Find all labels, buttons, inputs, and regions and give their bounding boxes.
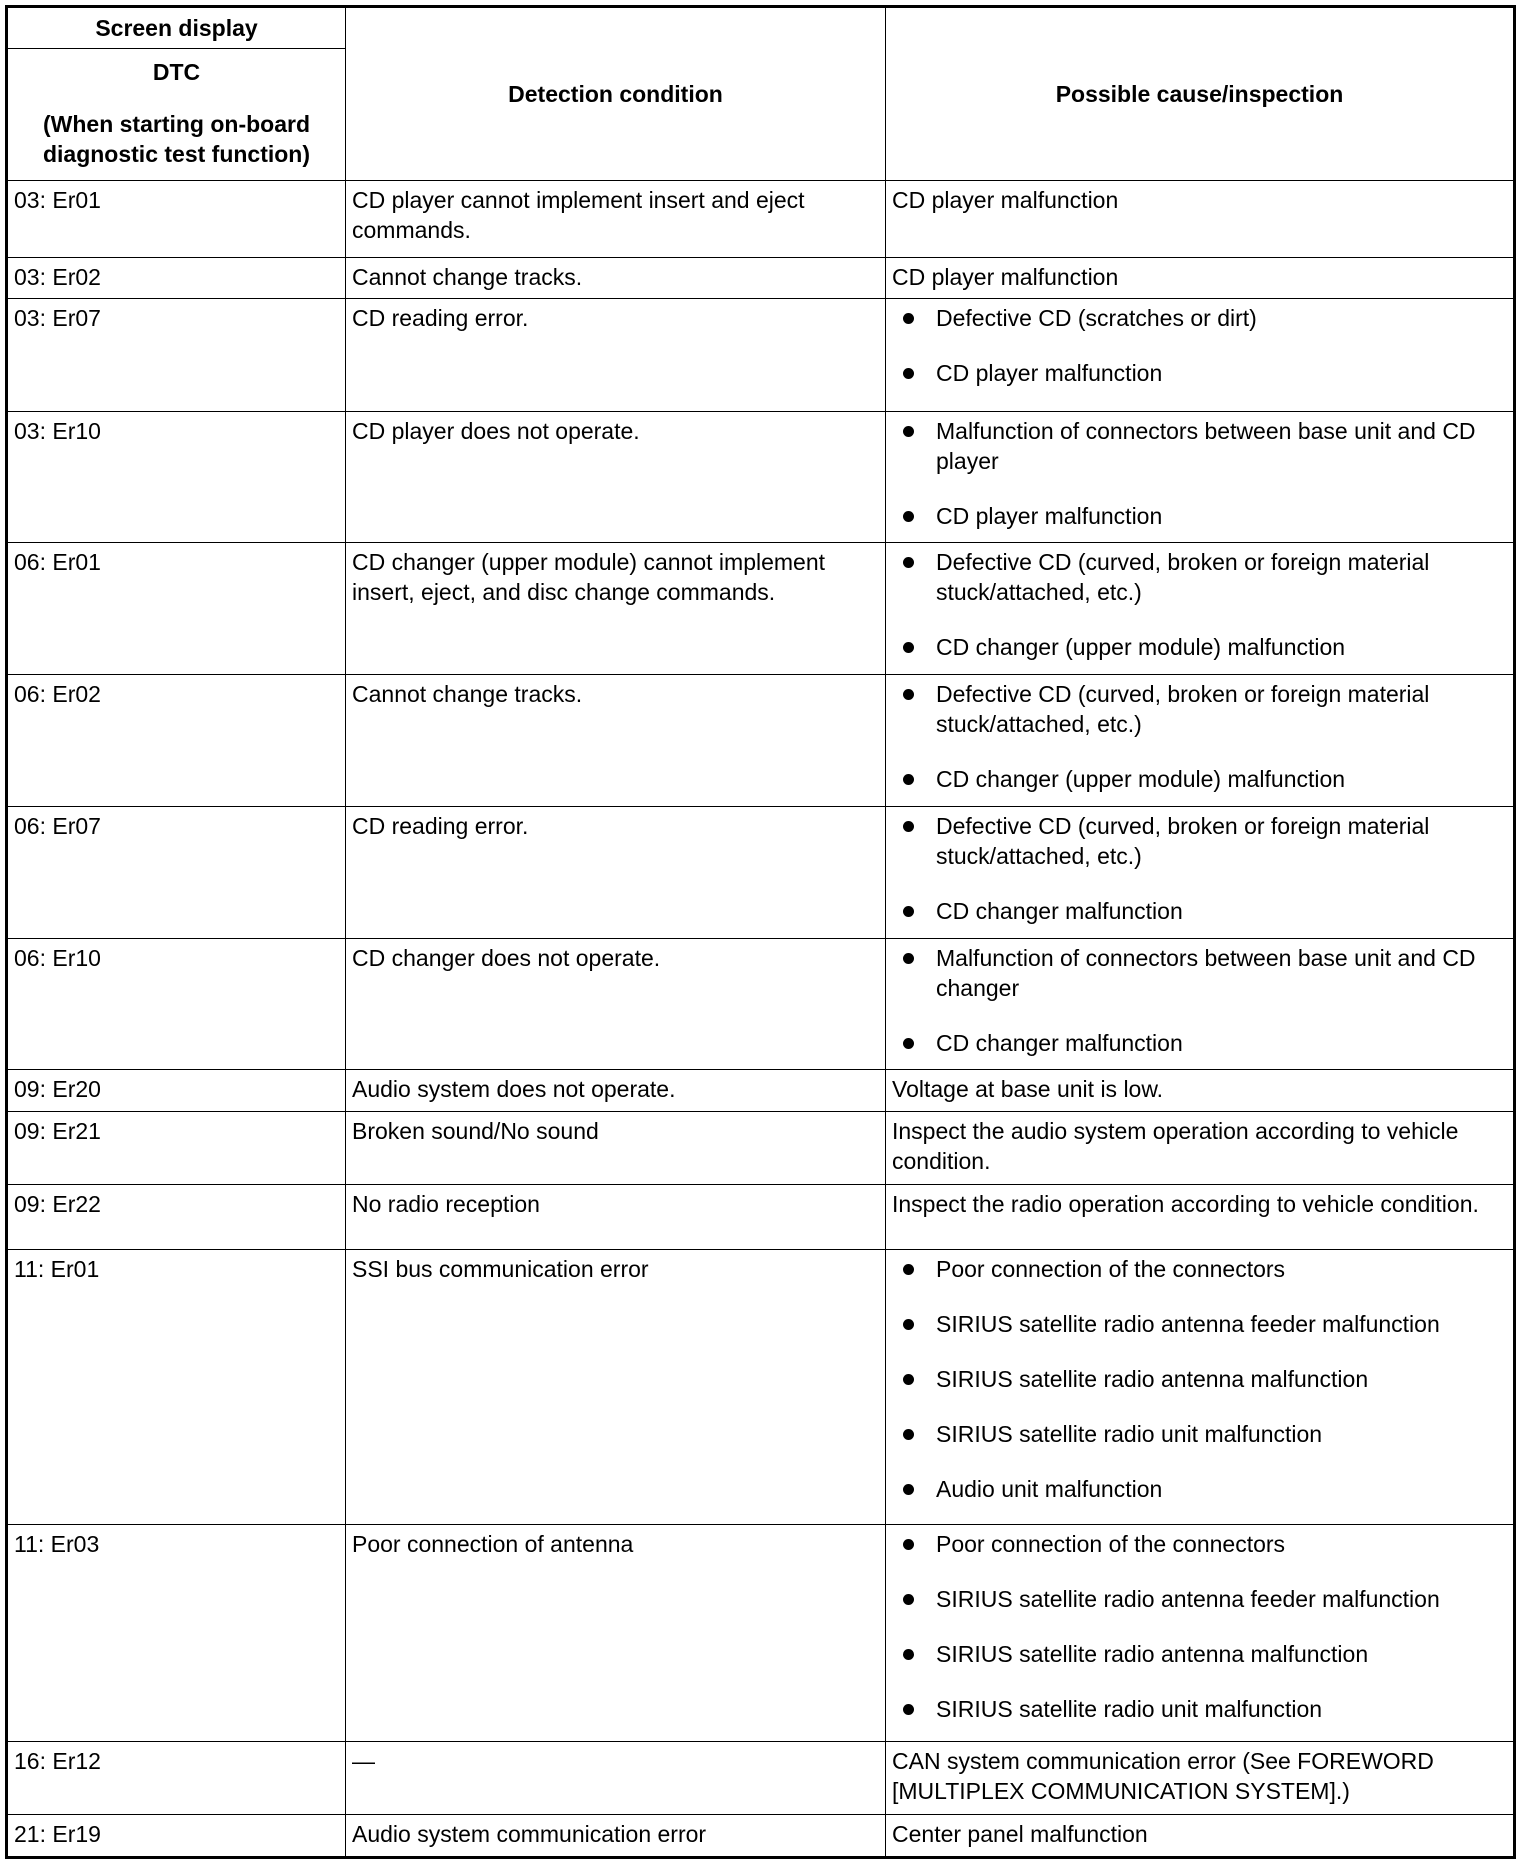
detection-condition: CD player cannot implement insert and eject commands. (346, 181, 886, 258)
table-row (7, 411, 1515, 543)
table-row (7, 1525, 1515, 1742)
detection-condition: No radio reception (346, 1185, 886, 1250)
dtc-code: 03: Er10 (7, 411, 346, 543)
cause-item: Defective CD (curved, broken or foreign material stuck/attached, etc.) (936, 811, 1507, 871)
cause-item: Malfunction of connectors between base unit and CD changer (936, 943, 1507, 1003)
header-dtc-subtitle: (When starting on-board diagnostic test function) (42, 111, 311, 167)
dtc-table (5, 5, 1516, 1859)
cause-item: CD changer malfunction (936, 896, 1507, 926)
cause-item: Defective CD (curved, broken or foreign material stuck/attached, etc.) (936, 679, 1507, 739)
cause-list (892, 1529, 1507, 1724)
dtc-code: 09: Er21 (7, 1111, 346, 1184)
cause-list (892, 943, 1507, 1058)
dtc-code: 06: Er10 (7, 938, 346, 1070)
cause-item: SIRIUS satellite radio unit malfunction (936, 1419, 1507, 1449)
table-row (7, 938, 1515, 1070)
table-row (7, 257, 1515, 298)
possible-cause (886, 543, 1515, 675)
cause-list (892, 679, 1507, 794)
possible-cause: CD player malfunction (886, 181, 1515, 258)
cause-item: CD changer (upper module) malfunction (936, 632, 1507, 662)
dtc-code: 06: Er01 (7, 543, 346, 675)
table-row (7, 675, 1515, 807)
table-row (7, 1111, 1515, 1184)
possible-cause: Inspect the radio operation according to vehicle condition. (886, 1185, 1515, 1250)
possible-cause: CAN system communication error (See FOREWORD [MULTIPLEX COMMUNICATION SYSTEM].) (886, 1742, 1515, 1815)
possible-cause: Voltage at base unit is low. (886, 1070, 1515, 1111)
cause-item: SIRIUS satellite radio antenna malfunction (936, 1639, 1507, 1669)
detection-condition: SSI bus communication error (346, 1250, 886, 1525)
cause-item: CD player malfunction (936, 501, 1507, 531)
dtc-code: 16: Er12 (7, 1742, 346, 1815)
cause-item: Poor connection of the connectors (936, 1254, 1507, 1284)
detection-condition: Audio system does not operate. (346, 1070, 886, 1111)
cause-item: CD changer malfunction (936, 1028, 1507, 1058)
dtc-code: 11: Er03 (7, 1525, 346, 1742)
cause-list (892, 303, 1507, 388)
possible-cause (886, 1525, 1515, 1742)
cause-list (892, 1254, 1507, 1504)
table-row (7, 1185, 1515, 1250)
detection-condition: — (346, 1742, 886, 1815)
dtc-code: 06: Er07 (7, 806, 346, 938)
header-dtc (7, 49, 346, 181)
cause-list (892, 416, 1507, 531)
possible-cause (886, 411, 1515, 543)
cause-item: CD changer (upper module) malfunction (936, 764, 1507, 794)
possible-cause (886, 806, 1515, 938)
possible-cause (886, 675, 1515, 807)
possible-cause: CD player malfunction (886, 257, 1515, 298)
cause-item: CD player malfunction (936, 358, 1507, 388)
possible-cause: Inspect the audio system operation according to vehicle condition. (886, 1111, 1515, 1184)
detection-condition: CD reading error. (346, 806, 886, 938)
detection-condition: Cannot change tracks. (346, 675, 886, 807)
dtc-code: 03: Er07 (7, 298, 346, 411)
cause-item: Poor connection of the connectors (936, 1529, 1507, 1559)
dtc-code: 06: Er02 (7, 675, 346, 807)
header-screen-display: Screen display (7, 7, 346, 49)
dtc-code: 03: Er02 (7, 257, 346, 298)
table-row (7, 1742, 1515, 1815)
cause-item: Audio unit malfunction (936, 1474, 1507, 1504)
dtc-code: 11: Er01 (7, 1250, 346, 1525)
header-possible-cause: Possible cause/inspection (886, 7, 1515, 181)
cause-item: SIRIUS satellite radio antenna feeder malfunction (936, 1584, 1507, 1614)
table-row (7, 1250, 1515, 1525)
cause-item: SIRIUS satellite radio antenna feeder malfunction (936, 1309, 1507, 1339)
table-body (7, 181, 1515, 1858)
possible-cause (886, 298, 1515, 411)
cause-item: Malfunction of connectors between base unit and CD player (936, 416, 1507, 476)
detection-condition: CD player does not operate. (346, 411, 886, 543)
possible-cause (886, 938, 1515, 1070)
detection-condition: Cannot change tracks. (346, 257, 886, 298)
detection-condition: CD changer (upper module) cannot implement insert, eject, and disc change commands. (346, 543, 886, 675)
cause-item: Defective CD (scratches or dirt) (936, 303, 1507, 333)
table-row (7, 1070, 1515, 1111)
cause-list (892, 547, 1507, 662)
dtc-code: 09: Er22 (7, 1185, 346, 1250)
possible-cause (886, 1250, 1515, 1525)
dtc-code: 03: Er01 (7, 181, 346, 258)
dtc-code: 21: Er19 (7, 1815, 346, 1858)
table-row (7, 543, 1515, 675)
table-header (7, 7, 1515, 181)
detection-condition: CD changer does not operate. (346, 938, 886, 1070)
dtc-code: 09: Er20 (7, 1070, 346, 1111)
cause-item: SIRIUS satellite radio antenna malfunction (936, 1364, 1507, 1394)
cause-item: SIRIUS satellite radio unit malfunction (936, 1694, 1507, 1724)
header-dtc-label: DTC (152, 59, 201, 85)
table-row (7, 298, 1515, 411)
detection-condition: Broken sound/No sound (346, 1111, 886, 1184)
cause-list (892, 811, 1507, 926)
cause-item: Defective CD (curved, broken or foreign material stuck/attached, etc.) (936, 547, 1507, 607)
table-row (7, 181, 1515, 258)
header-detection-condition: Detection condition (346, 7, 886, 181)
detection-condition: Poor connection of antenna (346, 1525, 886, 1742)
detection-condition: CD reading error. (346, 298, 886, 411)
possible-cause: Center panel malfunction (886, 1815, 1515, 1858)
detection-condition: Audio system communication error (346, 1815, 886, 1858)
table-row (7, 1815, 1515, 1858)
table-row (7, 806, 1515, 938)
